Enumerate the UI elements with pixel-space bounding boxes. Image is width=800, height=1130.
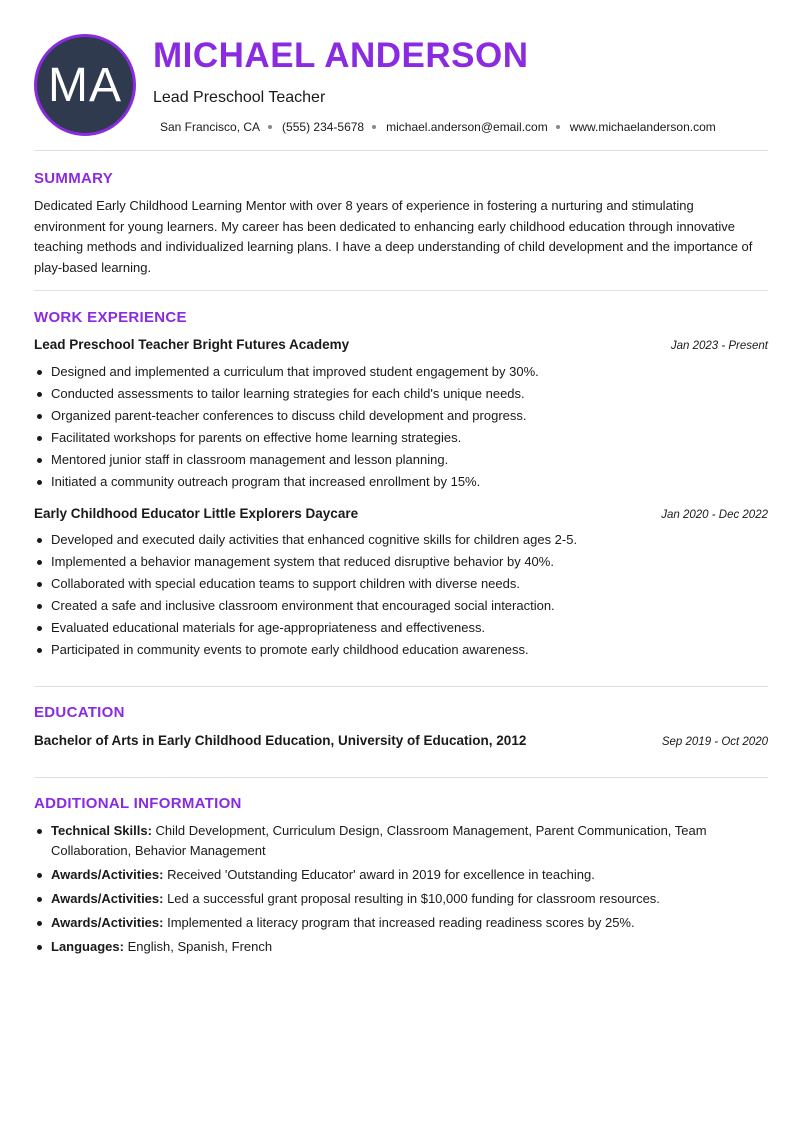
separator-dot	[372, 125, 376, 129]
job-header	[34, 337, 768, 352]
list-item: Mentored junior staff in classroom management and lesson planning.	[34, 449, 768, 471]
list-item	[34, 913, 734, 933]
job-role: Early Childhood Educator Little Explorers Daycare	[34, 506, 359, 521]
contact-phone: (555) 234-5678	[282, 120, 365, 134]
education-date: Sep 2019 - Oct 2020	[661, 736, 768, 748]
contact-website[interactable]: www.michaelanderson.com	[569, 120, 716, 134]
job-date: Jan 2020 - Dec 2022	[661, 509, 768, 521]
education-entry	[34, 733, 768, 748]
contact-line	[160, 120, 716, 134]
list-item: Evaluated educational materials for age-appropriateness and effectiveness.	[34, 617, 768, 639]
list-item	[34, 821, 734, 860]
list-item: Organized parent-teacher conferences to discuss child development and progress.	[34, 405, 768, 427]
contact-location: San Francisco, CA	[160, 120, 261, 134]
list-item: Collaborated with special education teams to support children with diverse needs.	[34, 573, 768, 595]
divider	[34, 290, 768, 291]
item-label: Languages:	[51, 938, 124, 954]
contact-email[interactable]: michael.anderson@email.com	[386, 120, 548, 134]
item-label: Technical Skills:	[51, 823, 152, 838]
item-label: Awards/Activities:	[51, 866, 164, 882]
additional-info-list	[34, 821, 734, 961]
divider	[34, 686, 768, 687]
item-label: Awards/Activities:	[51, 914, 164, 930]
job-bullets	[34, 361, 768, 493]
item-text: Child Development, Curriculum Design, Classroom Management, Parent Communication, Team Collaboration, Behavior Management	[51, 823, 707, 858]
list-item: Designed and implemented a curriculum that improved student engagement by 30%.	[34, 361, 768, 383]
education-heading: EDUCATION	[34, 704, 125, 721]
list-item: Initiated a community outreach program that increased enrollment by 15%.	[34, 471, 768, 493]
divider	[34, 777, 768, 778]
list-item: Conducted assessments to tailor learning strategies for each child's unique needs.	[34, 383, 768, 405]
candidate-name: MICHAEL ANDERSON	[153, 36, 529, 75]
item-text: Led a successful grant proposal resulting in $10,000 funding for classroom resources.	[163, 890, 660, 906]
list-item: Created a safe and inclusive classroom environment that encouraged social interaction.	[34, 595, 768, 617]
divider	[34, 150, 768, 151]
item-text: Received 'Outstanding Educator' award in 2019 for excellence in teaching.	[163, 866, 595, 882]
job-bullets	[34, 529, 768, 661]
job-date: Jan 2023 - Present	[670, 340, 768, 352]
avatar	[34, 34, 136, 136]
separator-dot	[268, 125, 272, 129]
avatar-initials: MA	[48, 58, 122, 112]
job-header	[34, 506, 768, 521]
summary-text: Dedicated Early Childhood Learning Mentor with over 8 years of experience in fostering a nurturing and stimulating environment for young learners. My career has been dedicated to enhancing early childhood education through innovative teaching methods and individualized learning plans. I have a deep understanding of child development and the importance of play-based learning.	[34, 198, 753, 275]
candidate-title: Lead Preschool Teacher	[153, 89, 326, 106]
list-item: Participated in community events to promote early childhood education awareness.	[34, 639, 768, 661]
job-role: Lead Preschool Teacher Bright Futures Academy	[34, 337, 350, 352]
list-item: Developed and executed daily activities that enhanced cognitive skills for children ages 2-5.	[34, 529, 768, 551]
list-item	[34, 865, 734, 885]
work-experience-heading: WORK EXPERIENCE	[34, 309, 187, 326]
item-text: English, Spanish, French	[123, 938, 273, 954]
list-item	[34, 889, 734, 909]
item-text: Implemented a literacy program that increased reading readiness scores by 25%.	[163, 914, 635, 930]
summary-heading: SUMMARY	[34, 170, 114, 187]
separator-dot	[556, 125, 560, 129]
item-label: Awards/Activities:	[51, 890, 164, 906]
list-item: Facilitated workshops for parents on effective home learning strategies.	[34, 427, 768, 449]
education-degree: Bachelor of Arts in Early Childhood Education, University of Education, 2012	[34, 733, 527, 748]
list-item: Implemented a behavior management system that reduced disruptive behavior by 40%.	[34, 551, 768, 573]
list-item	[34, 937, 734, 957]
additional-info-heading: ADDITIONAL INFORMATION	[34, 795, 242, 812]
